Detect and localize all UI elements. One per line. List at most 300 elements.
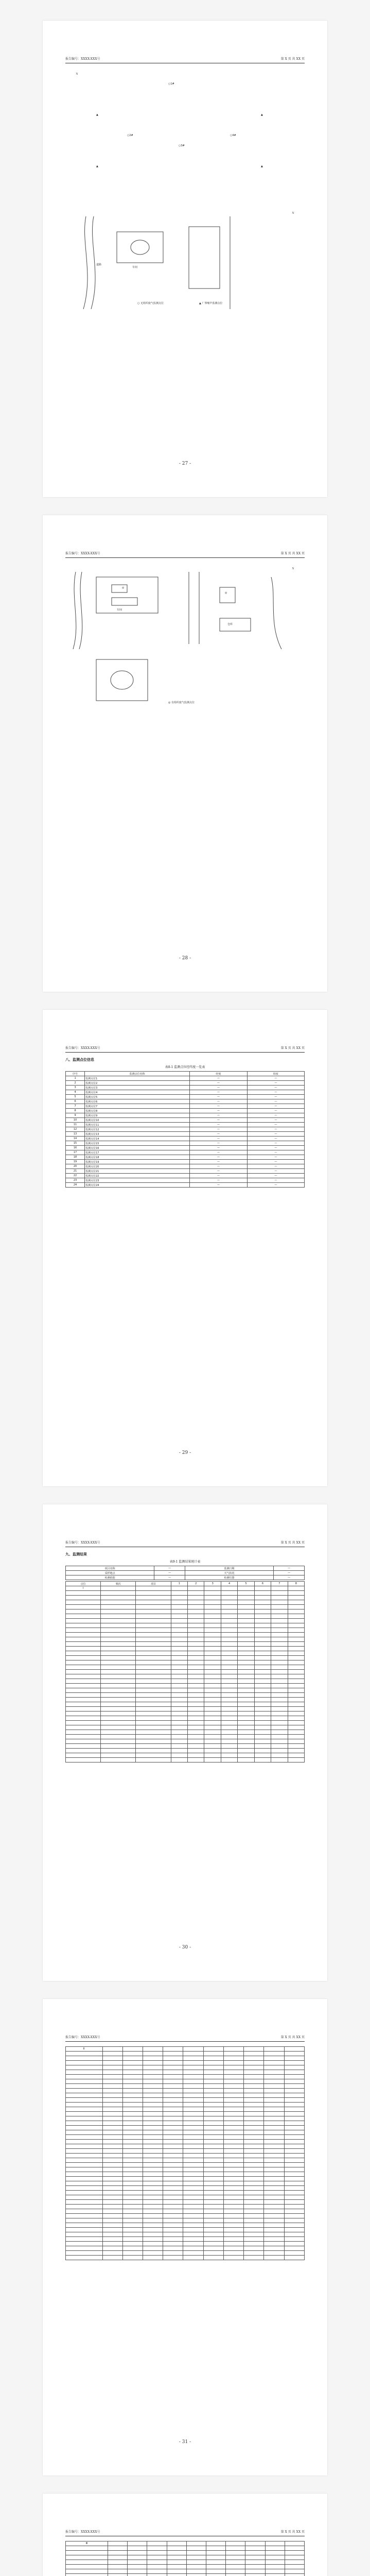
table-cell — [271, 1721, 288, 1725]
table-cell — [223, 2191, 243, 2195]
table-cell — [183, 2237, 203, 2242]
header-cell: 频次 — [101, 1582, 136, 1586]
table-row — [66, 2565, 305, 2569]
table-cell — [284, 2061, 304, 2065]
table-cell — [221, 1702, 237, 1707]
table-cell — [66, 2116, 103, 2121]
table-cell — [264, 2195, 284, 2200]
table-cell — [136, 1739, 171, 1744]
table-cell — [108, 2574, 128, 2576]
table-cell — [244, 2126, 264, 2130]
table-cell — [66, 2209, 103, 2214]
table-cell — [271, 1591, 288, 1596]
table-cell — [183, 2112, 203, 2116]
table-cell: — — [190, 1099, 247, 1104]
table-cell — [245, 2574, 265, 2576]
table-cell — [183, 2135, 203, 2140]
table-cell — [183, 2172, 203, 2177]
table-cell — [244, 2237, 264, 2242]
table-row — [66, 2574, 305, 2576]
table-cell — [254, 1749, 271, 1753]
table-cell — [143, 2218, 163, 2223]
table-cell — [136, 1656, 171, 1660]
header-cell: 2 — [188, 1582, 204, 1586]
table-cell — [171, 1665, 187, 1670]
table-cell — [143, 2167, 163, 2172]
table-cell: — — [190, 1086, 247, 1090]
table-cell — [203, 2232, 223, 2237]
table-cell — [288, 1614, 304, 1619]
table-cell — [188, 1698, 204, 1702]
table-cell — [143, 2200, 163, 2205]
table-cell — [66, 2242, 103, 2246]
table-cell — [288, 1739, 304, 1744]
table-cell — [102, 2246, 122, 2251]
report-page-30 — [43, 1504, 327, 1981]
table-cell — [264, 2181, 284, 2186]
table-cell: 监测点位6 — [85, 1099, 190, 1104]
table-cell — [122, 2121, 143, 2126]
table-cell — [221, 1674, 237, 1679]
table-cell — [284, 2246, 304, 2251]
table-cell — [204, 1684, 221, 1688]
table-row — [66, 2555, 305, 2560]
table-cell — [264, 2158, 284, 2163]
table-cell: — — [190, 1109, 247, 1113]
table-cell — [183, 2098, 203, 2103]
table-header-row — [66, 1582, 305, 1586]
table-cell — [221, 1739, 237, 1744]
table-cell — [254, 1711, 271, 1716]
table-cell — [284, 2079, 304, 2084]
table-cell: — — [247, 1090, 304, 1095]
table-cell — [238, 1637, 254, 1642]
table-cell — [264, 2228, 284, 2232]
table-cell — [254, 1725, 271, 1730]
table-cell — [254, 1600, 271, 1605]
table-cell — [203, 2158, 223, 2163]
table-cell — [245, 2541, 265, 2546]
table-cell — [221, 1619, 237, 1623]
table-cell — [66, 2246, 103, 2251]
table-cell — [183, 2154, 203, 2158]
table-cell — [204, 1716, 221, 1721]
table-cell — [238, 1744, 254, 1749]
table-cell — [223, 2186, 243, 2191]
table-cell — [238, 1749, 254, 1753]
table-row — [66, 1702, 305, 1707]
table-row — [66, 1178, 305, 1183]
table-cell — [66, 2163, 103, 2167]
table-cell — [264, 2056, 284, 2061]
table-cell — [288, 1711, 304, 1716]
table-cell — [183, 2228, 203, 2232]
table-cell — [136, 1651, 171, 1656]
table-cell — [265, 2555, 285, 2560]
table-cell — [102, 2089, 122, 2093]
table-cell — [288, 1749, 304, 1753]
table-cell — [143, 2181, 163, 2186]
table-cell: — — [190, 1090, 247, 1095]
table-cell — [163, 2089, 183, 2093]
header-cell: 8 — [288, 1582, 304, 1586]
table-cell — [108, 2560, 128, 2565]
table-cell — [244, 2144, 264, 2149]
table-cell — [204, 1753, 221, 1758]
table-cell — [204, 1591, 221, 1596]
table-cell — [101, 1679, 136, 1684]
table-cell — [284, 2084, 304, 2089]
table-cell — [163, 2251, 183, 2256]
table-cell — [171, 1609, 187, 1614]
table-cell — [204, 1660, 221, 1665]
table-cell — [136, 1670, 171, 1674]
table-cell — [238, 1702, 254, 1707]
table-cell — [265, 2560, 285, 2565]
table-cell — [223, 2107, 243, 2112]
table-cell — [101, 1693, 136, 1698]
north-arrow-label: Ｎ — [76, 73, 79, 76]
table-cell — [101, 1619, 136, 1623]
page-header — [65, 551, 305, 558]
table-cell — [223, 2047, 243, 2052]
table-cell — [203, 2256, 223, 2260]
table-cell — [204, 1739, 221, 1744]
table-row — [66, 1730, 305, 1735]
table-cell — [163, 2246, 183, 2251]
table-cell — [188, 1679, 204, 1684]
table-row — [66, 1744, 305, 1749]
table-cell — [163, 2149, 183, 2154]
page-number: - 29 - — [179, 1450, 191, 1455]
table-cell: — — [190, 1160, 247, 1164]
table-cell — [264, 2070, 284, 2075]
table-cell — [203, 2052, 223, 2056]
table-cell — [122, 2070, 143, 2075]
table-cell — [183, 2126, 203, 2130]
table-cell — [264, 2251, 284, 2256]
table-cell — [147, 2541, 167, 2546]
table-cell — [66, 2093, 103, 2098]
table-cell — [204, 1711, 221, 1716]
table-cell — [254, 1674, 271, 1679]
table-cell — [171, 1623, 187, 1628]
table-cell — [264, 2177, 284, 2181]
table-cell — [264, 2191, 284, 2195]
table-cell — [254, 1739, 271, 1744]
table-cell: — — [247, 1081, 304, 1086]
table-cell — [183, 2065, 203, 2070]
table-cell — [244, 2177, 264, 2181]
table-cell — [136, 1647, 171, 1651]
table-row — [66, 1725, 305, 1730]
table-cell — [136, 1730, 171, 1735]
table-cell — [163, 2070, 183, 2075]
table-cell — [254, 1591, 271, 1596]
table-cell — [66, 1609, 101, 1614]
table-cell — [284, 2047, 304, 2052]
table-cell — [122, 2251, 143, 2256]
table-cell — [188, 1753, 204, 1758]
table-cell — [288, 1665, 304, 1670]
table-cell — [265, 2546, 285, 2551]
table-cell — [102, 2251, 122, 2256]
table-cell: — — [247, 1095, 304, 1099]
table-cell — [101, 1591, 136, 1596]
table-cell — [136, 1688, 171, 1693]
table-cell — [284, 2149, 304, 2154]
table-cell — [163, 2223, 183, 2228]
table-cell — [163, 2135, 183, 2140]
table-cell — [223, 2079, 243, 2084]
table-cell — [204, 1674, 221, 1679]
table-cell — [147, 2565, 167, 2569]
table-cell — [226, 2565, 245, 2569]
table-cell — [265, 2574, 285, 2576]
table-cell: 监测点位24 — [85, 1183, 190, 1188]
table-cell — [183, 2251, 203, 2256]
table-cell — [223, 2061, 243, 2065]
table-cell: — — [247, 1178, 304, 1183]
table-row — [66, 2061, 305, 2065]
table-cell: 19 — [66, 1160, 85, 1164]
table-cell — [203, 2116, 223, 2121]
table-cell: 7 — [66, 1104, 85, 1109]
table-cell — [203, 2228, 223, 2232]
table-cell — [101, 1665, 136, 1670]
table-row — [66, 1146, 305, 1150]
table-cell — [108, 2541, 128, 2546]
table-cell — [136, 1711, 171, 1716]
table-cell — [244, 2075, 264, 2079]
table-cell — [284, 2093, 304, 2098]
table-cell — [163, 2191, 183, 2195]
table-cell — [101, 1633, 136, 1637]
table-cell — [183, 2186, 203, 2191]
page-count: 第 X 页 共 XX 页 — [280, 57, 305, 61]
table-cell — [188, 1619, 204, 1623]
table-cell — [143, 2116, 163, 2121]
table-cell — [186, 2555, 206, 2560]
table-cell: 监测点位10 — [85, 1118, 190, 1123]
table-cell — [183, 2116, 203, 2121]
table-cell — [244, 2089, 264, 2093]
table-cell — [203, 2075, 223, 2079]
table-cell — [102, 2070, 122, 2075]
table-cell — [66, 2569, 108, 2574]
table-cell — [183, 2107, 203, 2112]
table-cell — [254, 1619, 271, 1623]
table-cell — [101, 1660, 136, 1665]
table-cell — [206, 2551, 225, 2555]
table-cell — [163, 2232, 183, 2237]
table-cell — [284, 2251, 304, 2256]
table-cell — [245, 2569, 265, 2574]
table-cell — [254, 1693, 271, 1698]
table-cell — [102, 2218, 122, 2223]
table-cell — [203, 2242, 223, 2246]
table-row — [66, 2246, 305, 2251]
table-cell: 16 — [66, 1146, 85, 1150]
table-cell — [188, 1586, 204, 1591]
page-header — [65, 2035, 305, 2042]
table-cell: — — [247, 1118, 304, 1123]
table-cell — [66, 1693, 101, 1698]
table-cell — [244, 2246, 264, 2251]
table-cell — [143, 2209, 163, 2214]
table-cell — [101, 1698, 136, 1702]
table-cell: — — [190, 1178, 247, 1183]
table-cell — [284, 2218, 304, 2223]
table-cell — [66, 2061, 103, 2065]
table-cell — [143, 2098, 163, 2103]
table-cell — [284, 2126, 304, 2130]
north-arrow-label: Ｎ — [292, 567, 295, 570]
table-cell — [254, 1707, 271, 1711]
table-cell — [244, 2098, 264, 2103]
table-cell — [163, 2228, 183, 2232]
monitoring-diagram-b — [65, 211, 305, 314]
table-cell — [101, 1600, 136, 1605]
table-cell — [66, 2574, 108, 2576]
table-caption: 表9-1 监测结果统计表 — [169, 1560, 201, 1564]
table-cell — [188, 1684, 204, 1688]
table-cell — [188, 1702, 204, 1707]
table-cell: 监测点位11 — [85, 1123, 190, 1127]
table-row — [66, 1090, 305, 1095]
table-cell — [66, 1721, 101, 1725]
table-cell — [271, 1665, 288, 1670]
table-cell — [271, 1633, 288, 1637]
table-cell — [136, 1702, 171, 1707]
table-cell — [271, 1637, 288, 1642]
table-cell — [288, 1637, 304, 1642]
table-cell — [204, 1758, 221, 1762]
table-cell — [223, 2116, 243, 2121]
table-cell — [171, 1721, 187, 1725]
table-cell — [122, 2191, 143, 2195]
table-cell — [223, 2228, 243, 2232]
table-cell — [288, 1660, 304, 1665]
table-cell — [223, 2246, 243, 2251]
table-row — [66, 1160, 305, 1164]
table-row — [66, 2232, 305, 2237]
table-cell — [188, 1749, 204, 1753]
table-cell: — — [190, 1137, 247, 1141]
table-cell: 监测点位18 — [85, 1155, 190, 1160]
table-cell — [66, 2223, 103, 2228]
table-cell: — — [247, 1113, 304, 1118]
table-cell — [204, 1647, 221, 1651]
table-cell — [244, 2191, 264, 2195]
table-row — [66, 1656, 305, 1660]
table-cell — [188, 1721, 204, 1725]
table-cell — [244, 2228, 264, 2232]
table-cell — [285, 2569, 304, 2574]
table-cell — [204, 1637, 221, 1642]
table-cell — [238, 1633, 254, 1637]
table-row — [66, 2191, 305, 2195]
table-cell — [221, 1693, 237, 1698]
table-cell — [238, 1735, 254, 1739]
table-cell — [66, 2218, 103, 2223]
monitoring-point-3: ○3# — [179, 144, 185, 147]
table-cell — [238, 1674, 254, 1679]
table-cell — [221, 1749, 237, 1753]
table-cell — [122, 2047, 143, 2052]
table-cell — [238, 1628, 254, 1633]
table-cell: — — [247, 1086, 304, 1090]
table-cell — [183, 2200, 203, 2205]
table-cell — [221, 1688, 237, 1693]
table-cell — [66, 2070, 103, 2075]
table-cell — [244, 2130, 264, 2135]
table-cell — [284, 2140, 304, 2144]
table-cell — [108, 2555, 128, 2560]
table-cell — [221, 1711, 237, 1716]
table-cell — [271, 1725, 288, 1730]
table-row — [66, 2167, 305, 2172]
table-cell — [284, 2228, 304, 2232]
table-cell — [254, 1698, 271, 1702]
table-cell — [271, 1753, 288, 1758]
table-cell — [101, 1730, 136, 1735]
table-cell — [204, 1688, 221, 1693]
table-cell — [147, 2555, 167, 2560]
table-cell — [183, 2158, 203, 2163]
table-row — [66, 1174, 305, 1178]
info-cell: 检测依据 — [66, 1575, 154, 1580]
table-cell — [203, 2112, 223, 2116]
table-cell: 监测点位2 — [85, 1081, 190, 1086]
table-cell: 8 — [66, 1109, 85, 1113]
table-cell — [203, 2172, 223, 2177]
table-row — [66, 2200, 305, 2205]
info-cell: — — [154, 1571, 185, 1575]
header-cell: 1 — [171, 1582, 187, 1586]
road-label: 道路 — [96, 263, 102, 266]
table-cell — [66, 2232, 103, 2237]
table-cell — [66, 1716, 101, 1721]
table-cell — [188, 1591, 204, 1596]
table-cell — [204, 1609, 221, 1614]
table-cell — [203, 2214, 223, 2218]
info-cell: 检测仪器 — [185, 1575, 273, 1580]
table-cell — [183, 2089, 203, 2093]
table-cell — [143, 2158, 163, 2163]
table-cell: — — [247, 1137, 304, 1141]
table-cell — [271, 1586, 288, 1591]
table-cell — [188, 1633, 204, 1637]
table-cell — [163, 2214, 183, 2218]
table-cell — [254, 1716, 271, 1721]
table-cell: — — [247, 1099, 304, 1104]
table-cell — [264, 2075, 284, 2079]
table-row — [66, 2223, 305, 2228]
table-cell — [128, 2551, 147, 2555]
table-cell: 监测点位19 — [85, 1160, 190, 1164]
table-cell — [264, 2098, 284, 2103]
table-cell — [66, 1637, 101, 1642]
table-cell — [288, 1679, 304, 1684]
table-cell — [102, 2065, 122, 2070]
table-cell — [183, 2070, 203, 2075]
table-cell — [223, 2195, 243, 2200]
table-cell — [204, 1721, 221, 1725]
table-cell — [171, 1637, 187, 1642]
table-cell — [122, 2172, 143, 2177]
table-row — [66, 1721, 305, 1725]
